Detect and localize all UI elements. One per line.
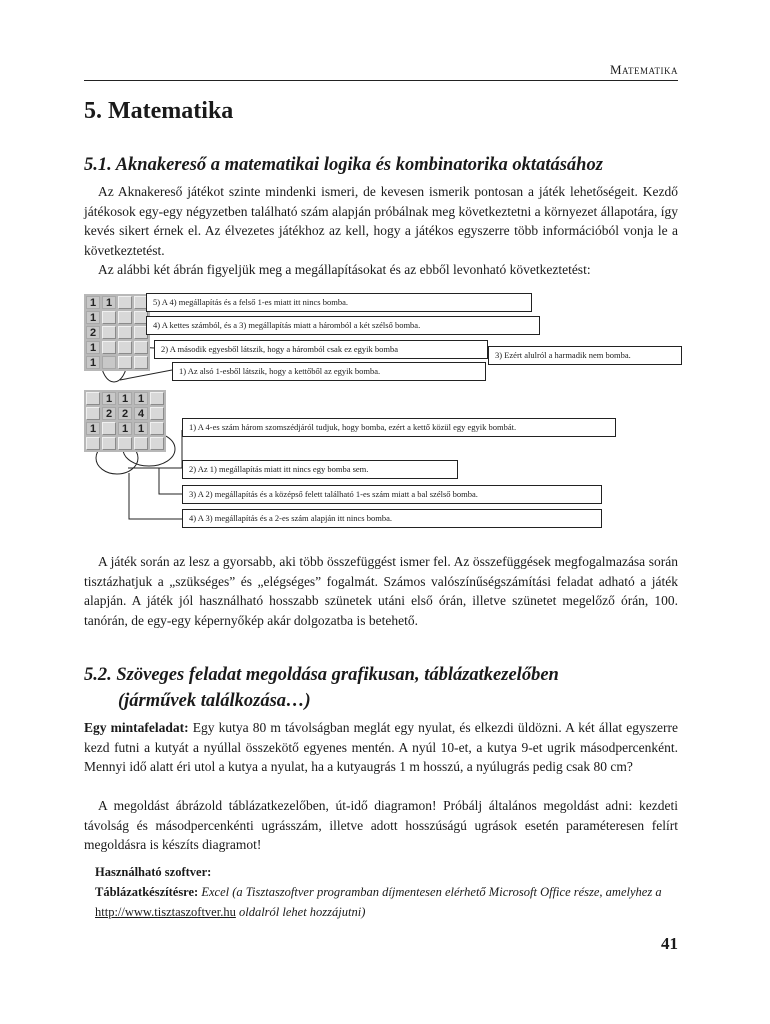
board-cell (118, 341, 132, 354)
minesweeper-board-bottom (84, 390, 166, 452)
example-paragraph: Egy mintafeladat: Egy kutya 80 m távolságban meglát egy nyulat, és elkezdi üldözni. A két állat egyszerre kezd futni a kutyát a nyúllal összekötő egyenes mentén. A nyúl 10-et, a kutya 9-et ugrik másodpercenként. Mennyi idő alatt éri utol a kutya a nyulat, ha a kutyaugrás 1 m hosszú, a nyúlugrás pedig csak 80 cm? (84, 720, 679, 774)
header-rule (84, 80, 678, 81)
board-cell: 2 (118, 407, 132, 420)
minesweeper-board-top (84, 294, 150, 371)
section-title-5-1: 5.1. Aknakereső a matematikai logika és kombinatorika oktatásához (84, 155, 603, 175)
running-head: Matematika (609, 62, 678, 77)
page-number: 41 (661, 934, 678, 953)
software-description: Táblázatkészítésre: Excel (a Tisztaszoftver programban díjmentesen elérhető Microsoft Office része, amelyhez a http://www.tisztaszoftver.hu oldalról lehet hozzájutni) (95, 885, 662, 919)
board-cell: 1 (118, 392, 132, 405)
board-cell (102, 326, 116, 339)
minesweeper-figure (84, 290, 684, 535)
board-cell (150, 392, 164, 405)
figure-callout: 2) A második egyesből látszik, hogy a háromból csak ez egyik bomba (154, 340, 488, 359)
board-cell (102, 341, 116, 354)
board-cell (150, 422, 164, 435)
board-cell (86, 407, 100, 420)
figure-callout: 1) A 4-es szám három szomszédjáról tudjuk, hogy bomba, ezért a kettő közül egy egyik bombát. (182, 418, 616, 437)
board-cell: 1 (102, 392, 116, 405)
board-cell (102, 437, 116, 450)
board-cell: 1 (118, 422, 132, 435)
software-heading: Használható szoftver: (95, 865, 212, 879)
board-cell: 1 (134, 422, 148, 435)
figure-callout: 2) Az 1) megállapítás miatt itt nincs egy bomba sem. (182, 460, 458, 479)
board-cell: 4 (134, 407, 148, 420)
figure-callout: 3) Ezért alulról a harmadik nem bomba. (488, 346, 682, 365)
board-cell (150, 407, 164, 420)
board-cell (134, 341, 148, 354)
board-cell (102, 311, 116, 324)
figure-lead-paragraph: Az alábbi két ábrán figyeljük meg a megállapításokat és az ebből levonható következtetést: (98, 262, 591, 277)
figure-callout: 5) A 4) megállapítás és a felső 1-es miatt itt nincs bomba. (146, 293, 532, 312)
tisztaszoftver-link[interactable]: http://www.tisztaszoftver.hu (95, 905, 236, 919)
board-cell (118, 296, 132, 309)
board-cell: 2 (86, 326, 100, 339)
intro-paragraph: Az Aknakereső játékot szinte mindenki ismeri, de kevesen ismerik pontosan a játék lehetőségeit. Kezdő játékosok egy-egy négyzetben található szám alapján próbálnak meg következtetni a környezet állapotára, így kevés sikert érnek el. Az élvezetes játékhoz az kell, hogy a játékos egyszerre több információból vonja le a következtetést. (84, 184, 678, 258)
figure-callout: 3) A 2) megállapítás és a középső felett található 1-es szám miatt a bal szélső bomba. (182, 485, 602, 504)
board-cell: 1 (86, 311, 100, 324)
task-paragraph: A megoldást ábrázold táblázatkezelőben, út-idő diagramon! Próbálj általános megoldást adni: kezdeti távolság és másodpercenkénti ugrásszám, illetve adott hosszúságú ugrások esetén paraméteresen felírt megoldásra is készíts diagramot! (84, 798, 678, 852)
board-cell: 1 (102, 296, 116, 309)
board-cell (118, 356, 132, 369)
board-cell (134, 437, 148, 450)
board-cell (102, 356, 116, 369)
board-cell (102, 422, 116, 435)
board-cell: 1 (86, 422, 100, 435)
board-cell (86, 437, 100, 450)
software-note (95, 862, 679, 922)
figure-callout: 4) A kettes számból, és a 3) megállapítás miatt a háromból a két szélső bomba. (146, 316, 540, 335)
board-cell (118, 437, 132, 450)
board-cell (118, 326, 132, 339)
example-label: Egy mintafeladat: (84, 720, 189, 735)
chapter-title: 5. Matematika (84, 98, 234, 124)
board-cell (118, 311, 132, 324)
board-cell: 2 (102, 407, 116, 420)
figure-callout: 1) Az alsó 1-esből látszik, hogy a kettőből az egyik bomba. (172, 362, 486, 381)
section-title-5-2: 5.2. Szöveges feladat megoldása grafikusan, táblázatkezelőben (járművek találkozása…) (84, 665, 559, 711)
board-cell: 1 (86, 296, 100, 309)
board-cell: 1 (134, 392, 148, 405)
board-cell (134, 356, 148, 369)
board-cell (86, 392, 100, 405)
board-cell (150, 437, 164, 450)
after-figure-paragraph: A játék során az lesz a gyorsabb, aki több összefüggést ismer fel. Az összefüggések megfogalmazása során tisztázhatjuk a „szükséges” és „elégséges” fogalmát. Számos valószínűségszámítási feladat adható a játék alapján. A játék jól használható hosszabb szünetek utáni első órán, illetve szünetet megelőző órán, 100. tanórán, de egy-egy képernyőkép akár dolgozatba is betehető. (84, 554, 678, 628)
board-cell: 1 (86, 356, 100, 369)
board-cell: 1 (86, 341, 100, 354)
figure-callout: 4) A 3) megállapítás és a 2-es szám alapján itt nincs bomba. (182, 509, 602, 528)
